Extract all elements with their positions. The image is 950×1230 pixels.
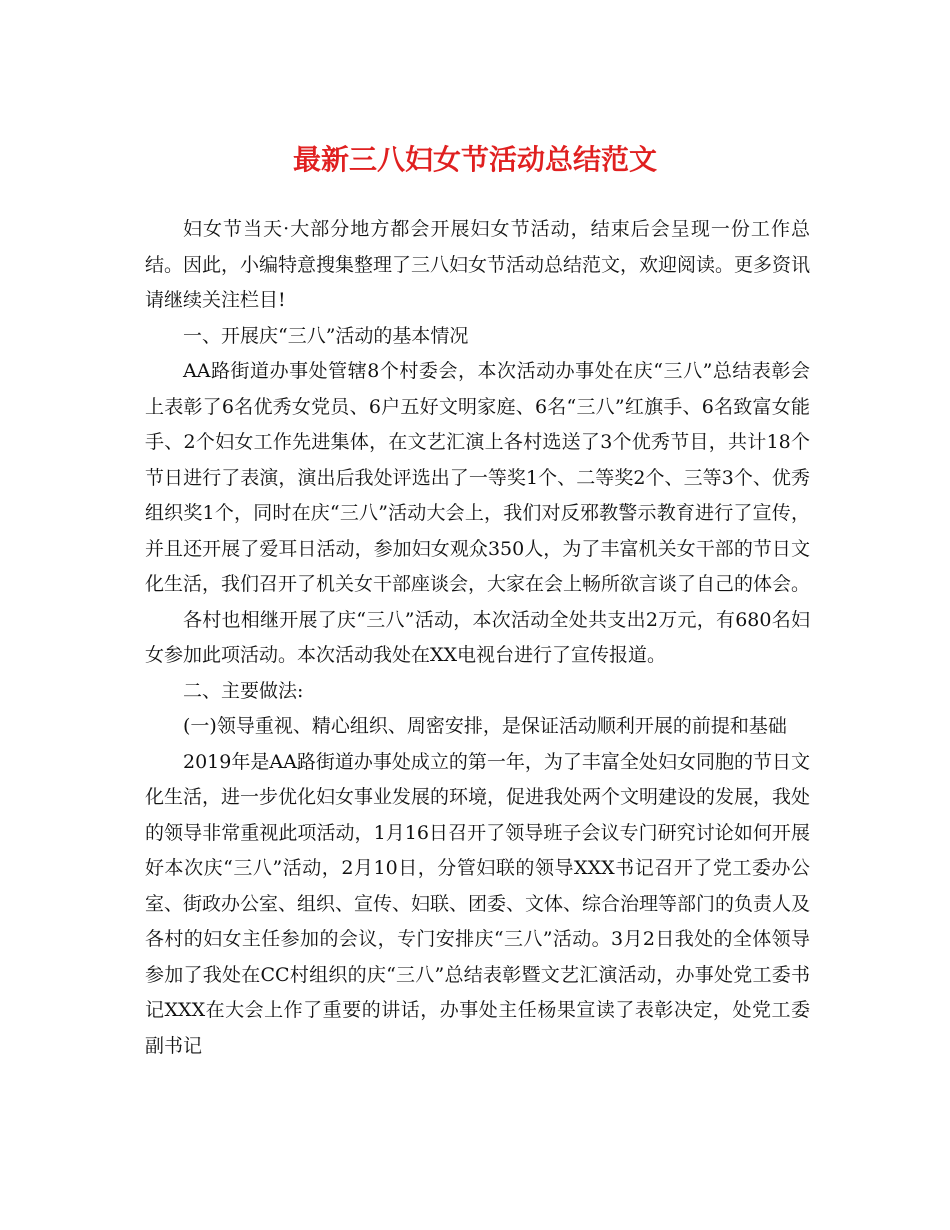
intro-paragraph: 妇女节当天·大部分地方都会开展妇女节活动，结束后会呈现一份工作总结。因此，小编特意搜集整理了三八妇女节活动总结范文，欢迎阅读。更多资讯请继续关注栏目! [145, 218, 811, 311]
village-activities-paragraph: 各村也相继开展了庆“三八”活动，本次活动全处共支出2万元，有680名妇女参加此项活动。本次活动我处在XX电视台进行了宣传报道。 [145, 608, 810, 666]
subsection-heading-leadership: (一)领导重视、精心组织、周密安排，是保证活动顺利开展的前提和基础 [183, 715, 787, 737]
basic-situation-paragraph: AA路街道办事处管辖8个村委会，本次活动办事处在庆“三八”总结表彰会上表彰了6名优秀女党员、6户五好文明家庭、6名“三八”红旗手、6名致富女能手、2个妇女工作先进集体，在文艺汇演上各村选送了3个优秀节目，共计18个节日进行了表演，演出后我处评选出了一等奖1个、二等奖2个、三等3个、优秀组织奖1个，同时在庆“三八”活动大会上，我们对反邪教警示教育进行了宣传，并且还开展了爱耳日活动，参加妇女观众350人，为了丰富机关女干部的节日文化生活，我们召开了机关女干部座谈会，大家在会上畅所欲言谈了自己的体会。 [145, 360, 811, 595]
leadership-paragraph: 2019年是AA路街道办事处成立的第一年，为了丰富全处妇女同胞的节日文化生活，进一步优化妇女事业发展的环境，促进我处两个文明建设的发展，我处的领导非常重视此项活动，1月16日召开了领导班子会议专门研究讨论如何开展好本次庆“三八”活动，2月10日，分管妇联的领导XXX书记召开了党工委办公室、街政办公室、组织、宣传、妇联、团委、文体、综合治理等部门的负责人及各村的妇女主任参加的会议，专门安排庆“三八”活动。3月2日我处的全体领导参加了我处在CC村组织的庆“三八”总结表彰暨文艺汇演活动，办事处党工委书记XXX在大会上作了重要的讲话，办事处主任杨果宣读了表彰决定，处党工委副书记 [145, 750, 811, 1057]
section-heading-basic-situation: 一、开展庆“三八”活动的基本情况 [183, 324, 469, 347]
document-body [145, 212, 810, 1064]
document-title: 最新三八妇女节活动总结范文 [292, 143, 657, 176]
section-heading-main-practices: 二、主要做法: [183, 679, 304, 702]
